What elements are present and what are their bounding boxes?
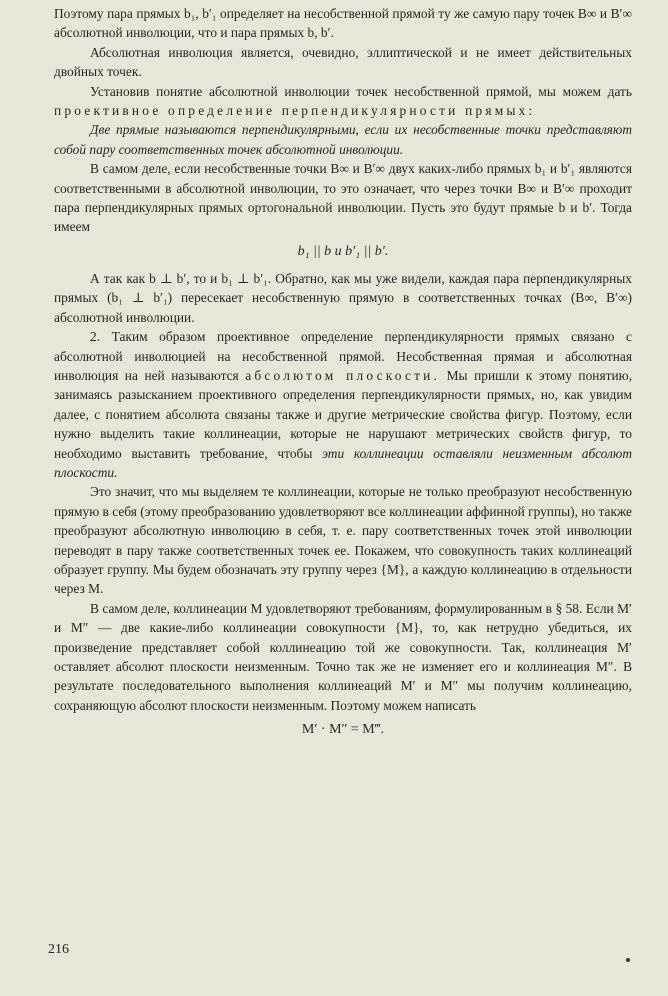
absolute-term: абсолютом плоскости. (245, 367, 441, 383)
ink-speck (626, 958, 630, 962)
page-number: 216 (48, 942, 69, 957)
paragraph-3 (54, 82, 632, 121)
paragraph-4: В самом деле, если несобственные точки B∞ и B′∞ двух каких-либо прямых b₁ и b′₁ являются соответственными в абсолютной инволюции, то это означает, что через точки B∞ и B′∞ проходит пара перпендикулярных прямых ортогональной инволюции. Пусть это будут прямые b и b′. Тогда имеем (54, 161, 632, 235)
definition: Две прямые называются перпендикулярными, если их несобственные точки представляют собой пару соответственных точек абсолютной инволюции. (54, 122, 632, 157)
paragraph-5: А так как b ⊥ b′, то и b₁ ⊥ b′₁. Обратно, как мы уже видели, каждая пара перпендикулярных прямых (b₁ ⊥ b′₁) пересекает несобственную прямую в соответственных точках (B∞, B′∞) абсолютной инволюции. (54, 270, 632, 325)
paragraph-6-tail: Мы пришли к этому понятию, занимаясь разысканием проективного определения перпендикулярности прямых, но, как увидим далее, с понятием абсолюта связаны также и другие метрические свойства фигур. Поэтому, если нужно выделить такие коллинеации, которые не нарушают метрических свойств фигур, то необходимо выставить требование, чтобы (54, 367, 632, 461)
paragraph-2: Абсолютная инволюция является, очевидно, эллиптической и не имеет действительных двойных точек. (54, 44, 632, 80)
paragraph-7: Это значит, что мы выделяем те коллинеации, которые не только преобразуют несобственную прямую в себя (этому преобразованию удовлетворяют все коллинеации аффинной группы), но также преобразуют абсолютную инволюцию в себя, т. е. пару соответственных точек этой инволюции переводят в пару также соответственных точек ее. Покажем, что совокупность таких коллинеаций образует группу. Мы будем обозначать эту группу через {M}, а каждую коллинеацию в отдельности через M. (54, 484, 632, 597)
formula-product: M′ · M″ = M‴. (301, 722, 385, 738)
paragraph-3-lead: Установив понятие абсолютной инволюции точек несобственной прямой, мы можем дать (90, 83, 632, 99)
paragraph-6 (54, 327, 632, 482)
paragraph-8: В самом деле, коллинеации M удовлетворяют требованиям, формулированным в § 58. Если M′ и M″ — две какие-либо коллинеации совокупности {M}, то, как нетрудно убедиться, их произведение представляет собой коллинеацию той же совокупности. Так, коллинеация M′ оставляет абсолют плоскости неизменным. Точно так же не изменяет его и коллинеация M″. В результате последовательного выполнения коллинеаций M′ и M″ мы получим коллинеацию, сохраняющую абсолют плоскости неизменным. Поэтому можем написать (54, 600, 632, 713)
paragraph-1: Поэтому пара прямых b₁, b′₁ определяет на несобственной прямой ту же самую пару точек B∞ и B′∞ абсолютной инволюции, что и пара прямых b, b′. (54, 6, 632, 41)
paragraph-6-lead: 2. Таким образом проективное определение перпендикулярности прямых связано с абсолютной инволюцией на несобственной прямой. Несобственная прямая и абсолютная инволюция на ней называются (54, 329, 632, 383)
paragraph-6-italic: эти коллинеации оставляли неизменным абсолют плоскости. (54, 445, 632, 480)
formula-parallel: b₁ || b и b′₁ || b′. (297, 243, 389, 259)
spaced-term: проективное определение перпендикулярности прямых: (54, 103, 536, 119)
